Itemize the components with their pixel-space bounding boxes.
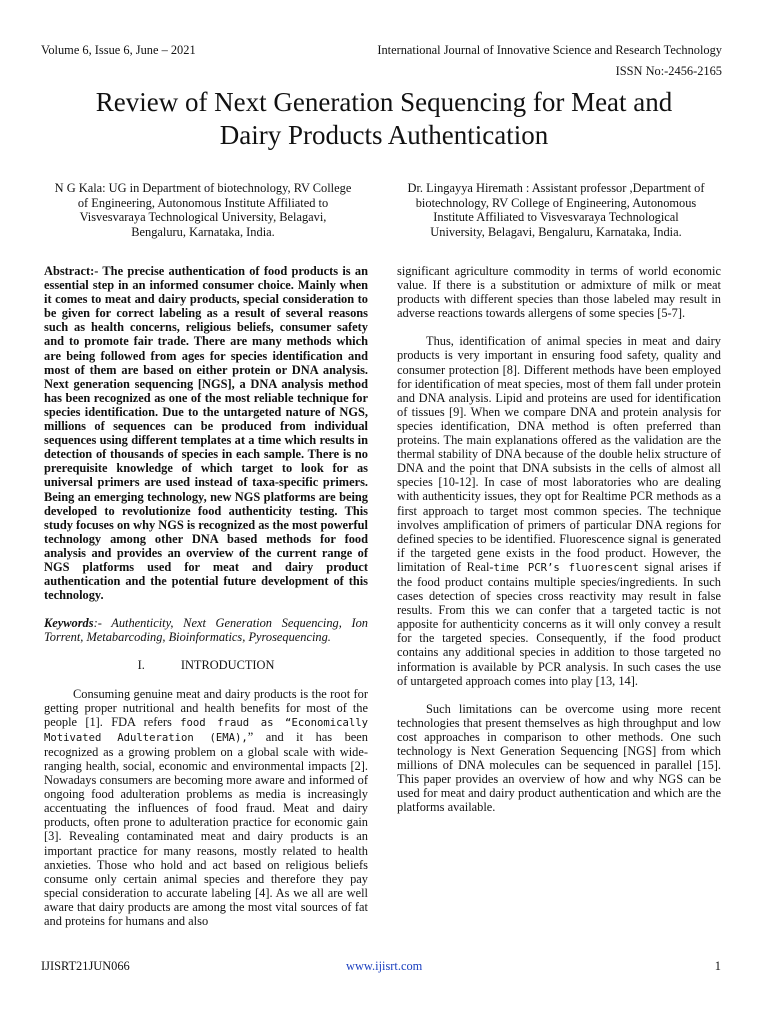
intro-paragraph-1 (44, 687, 368, 929)
intro-p1-mono: food fraud as “Economically Motivated Adulteration (EMA), (44, 716, 368, 744)
title-line-1: Review of Next Generation Sequencing for Meat and (95, 87, 673, 117)
abstract: Abstract:- The precise authentication of food products is an essential step in an informed consumer choice. Mainly when it comes to meat and dairy products, special consideration to be given for correct labeling as a result of several reasons such as health concerns, religious beliefs, consumer safety and to promote fair trade. There are many methods which are being followed from ages for species identification and most of them are based on either protein or DNA analysis. Next generation sequencing [NGS], a DNA analysis method has been recognized as one of the most reliable technique for species identification. Due to the untargeted nature of NGS, millions of sequences can be produced from individual sequences using different templates at a time which results in detection of thousands of species in each sample. There is no prerequisite knowledge of which target to look for as universal primers are used instead of taxa-specific primers. Being an emerging technology, new NGS platforms are being developed to revolutionize food authenticity testing. This study focuses on why NGS is recognized as the most powerful technology among other DNA based methods for food analysis and provides an overview of the current range of NGS platforms used for meat and dairy product authentication and the potential future development of this technology. (44, 264, 369, 603)
keywords-text: :- Authenticity, Next Generation Sequencing, Ion Torrent, Metabarcoding, Bioinformatics, Pyrosequencing. (44, 616, 368, 645)
right-paragraph-1: significant agriculture commodity in terms of world economic value. If there is a substitution or admixture of milk or meat products with different species than those labeled may result in adverse reactions towards allergens of some species [5-7]. (397, 264, 721, 321)
author-1-line-2: of Engineering, Autonomous Institute Affiliated to (77, 195, 329, 210)
footer-website-link[interactable]: www.ijisrt.com (346, 959, 423, 973)
right-p2-text-b: signal arises if the food product contains multiple species/ingredients. In such cases detection of species cross reactivity may result in false results. From this we can confer that a targeted tactic is not apposite for authenticity concerns as it will only convey a result for the targeted species. Consequently, if the food product contains any additional species in addition to those targeted no information is available by PCR analysis. In such cases the use of untargeted approach comes into play [13, 14]. (397, 559, 721, 688)
section-heading (44, 658, 368, 672)
author-2-line-4: University, Belagavi, Bengaluru, Karnataka, India. (430, 224, 682, 239)
running-header-volume: Volume 6, Issue 6, June – 2021 (41, 43, 196, 57)
author-2-line-2: biotechnology, RV College of Engineering, Autonomous (415, 195, 697, 210)
right-column (397, 264, 721, 828)
section-number: I. (137, 658, 145, 673)
footer-page-number: 1 (714, 959, 721, 973)
keywords-label: Keywords (44, 616, 94, 631)
author-2-line-3: Institute Affiliated to Visvesvaraya Technological (433, 210, 679, 225)
left-column (44, 264, 368, 942)
author-1-line-3: Visvesvaraya Technological University, Belagavi, (79, 210, 327, 225)
author-2-line-1: Dr. Lingayya Hiremath : Assistant professor ,Department of (407, 181, 705, 195)
footer-paper-id: IJISRT21JUN066 (41, 959, 130, 973)
author-block-2 (396, 181, 716, 239)
title-line-2: Dairy Products Authentication (219, 120, 549, 150)
running-header-journal: International Journal of Innovative Science and Research Technology (377, 43, 722, 57)
paper-title (30, 86, 738, 152)
right-paragraph-3: Such limitations can be overcome using more recent technologies that present themselves as high throughput and low cost approaches in comparison to other methods. One such technology is Next Generation Sequencing [NGS] from which millions of DNA molecules can be sequenced in parallel [15]. This paper provides an overview of how and why NGS can be used for meat and dairy product authentication and which are the platforms available. (397, 701, 721, 815)
running-header-issn: ISSN No:-2456-2165 (615, 64, 722, 78)
intro-p1-text-b: ” and it has been recognized as a growing problem on a global scale with wide-ranging health, social, economic and environmental impacts [2]. Nowadays consumers are becoming more aware and informed of ongoing food adulteration problems as media is increasingly accentuating the influences of food fraud. Meat and dairy products, often prone to adulteration practice for economic gain [3]. Revealing contaminated meat and dairy products is an important practice for many reasons, mostly related to health anxieties. Those who hold and act based on religious beliefs consume only certain animal species and therefore they pay special consideration to accurate labeling [4]. As we all are well aware that dairy products are among the most vital sources of fat and proteins for humans and also (44, 729, 368, 929)
right-p2-text-a: Thus, identification of animal species in meat and dairy products is very important in ensuring food safety, quality and consumer protection [8]. Different methods have been employed for identification of meat species, most of them fall under protein and DNA analysis. Lipid and proteins are used for identification of tissues [9]. When we compare DNA and protein analysis for species identification, DNA method is often preferred than proteins. The main explanations offered as the validation are the thermal stability of DNA because of the double helix structure of DNA and the point that DNA subsists in the cells of almost all species [10-12]. In case of most laboratories who are dealing with authenticity issues, they opt for Realtime PCR methods as a first approach to target most common species. The technique involves amplification of primers of particular DNA regions for defined species to be identified. Fluorescence signal is generated if the targeted gene exists in the food product. However, the limitation of Real- (397, 334, 721, 574)
author-block-1 (43, 181, 363, 239)
author-1-line-4: Bengaluru, Karnataka, India. (131, 224, 275, 239)
keywords (44, 616, 368, 644)
section-title: INTRODUCTION (180, 658, 275, 673)
right-p2-mono: time PCR’s fluorescent (493, 561, 639, 574)
right-paragraph-2 (397, 334, 721, 687)
author-1-line-1: N G Kala: UG in Department of biotechnology, RV College (54, 181, 352, 195)
intro-p1-text-a: Consuming genuine meat and dairy products is the root for getting proper nutritional and health benefits for most of the people [1]. FDA refers (44, 686, 368, 729)
